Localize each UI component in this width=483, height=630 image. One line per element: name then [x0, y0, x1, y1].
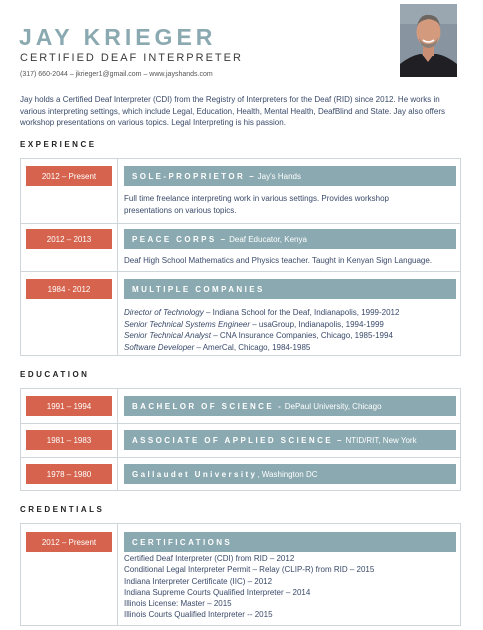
credential-line: Indiana Interpreter Certificate (IIC) – 2012 — [124, 576, 273, 586]
title-bar — [124, 532, 456, 552]
education-item — [21, 423, 460, 457]
profile-photo — [400, 4, 457, 77]
job-detail: Deaf Educator, Kenya — [229, 234, 307, 244]
title-bar — [124, 279, 456, 299]
role-line — [124, 307, 456, 319]
credential-line: Certified Deaf Interpreter (CDI) from RID – 2012 — [124, 554, 295, 563]
role-line — [124, 330, 456, 342]
job-title: PEACE CORPS — [132, 234, 217, 244]
resume-name: JAY KRIEGER — [19, 24, 217, 50]
experience-panel — [20, 158, 461, 356]
job-description — [124, 307, 456, 353]
contact-line: (317) 660-2044 – jkrieger1@gmail.com – www.jayshands.com — [20, 71, 213, 78]
role-line — [124, 319, 456, 331]
description-line: Full time freelance interpreting work in various settings. Provides workshop — [124, 194, 390, 203]
role-title: Director of Technology — [124, 308, 204, 317]
degree-title: BACHELOR OF SCIENCE — [132, 401, 275, 411]
resume-subtitle: CERTIFIED DEAF INTERPRETER — [20, 52, 243, 64]
date-badge: 1981 – 1983 — [26, 430, 112, 450]
title-bar — [124, 430, 456, 450]
credential-line: Indiana Supreme Courts Qualified Interpreter – 2014 — [124, 587, 311, 597]
education-panel — [20, 388, 461, 491]
education-heading: EDUCATION — [20, 370, 90, 379]
education-item — [21, 389, 460, 423]
role-org: – AmerCal, Chicago, 1984-1985 — [194, 342, 311, 352]
school-detail: NTID/RIT, New York — [345, 435, 417, 445]
date-badge: 2012 – 2013 — [26, 229, 112, 249]
role-line — [124, 342, 456, 354]
degree-title: ASSOCIATE OF APPLIED SCIENCE — [132, 435, 333, 445]
title-separator: - — [278, 401, 281, 411]
date-badge: 1978 – 1980 — [26, 464, 112, 484]
credential-line: Conditional Legal Interpreter Permit – Relay (CLIP-R) from RID – 2015 — [124, 565, 375, 575]
experience-item — [21, 159, 460, 223]
credentials-panel — [20, 523, 461, 626]
credential-line: Illinois Courts Qualified Interpreter -- 2015 — [124, 610, 273, 620]
date-badge: 1991 – 1994 — [26, 396, 112, 416]
role-org: – Indiana School for the Deaf, Indianapolis, 1999-2012 — [203, 308, 400, 317]
job-title: MULTIPLE COMPANIES — [132, 284, 265, 294]
title-bar — [124, 229, 456, 249]
date-badge: 2012 – Present — [26, 166, 112, 186]
role-title: Senior Technical Systems Engineer — [124, 319, 250, 329]
role-org: – CNA Insurance Companies, Chicago, 1985-1994 — [211, 331, 393, 340]
school-detail: DePaul University, Chicago — [284, 401, 382, 411]
description-line: Deaf High School Mathematics and Physics teacher. Taught in Kenyan Sign Language. — [124, 256, 433, 265]
title-bar — [124, 396, 456, 416]
role-org: – usaGroup, Indianapolis, 1994-1999 — [250, 319, 384, 329]
job-description — [124, 193, 456, 216]
date-badge: 1984 - 2012 — [26, 279, 112, 299]
credential-title: CERTIFICATIONS — [132, 537, 233, 547]
credentials-item — [21, 524, 460, 627]
title-separator: – — [220, 234, 226, 244]
experience-item — [21, 223, 460, 271]
job-detail: Jay's Hands — [257, 171, 301, 181]
title-bar — [124, 464, 456, 484]
credential-line: Illinois License: Master – 2015 — [124, 599, 232, 609]
role-title: Senior Technical Analyst — [124, 331, 212, 340]
school-detail: , Washington DC — [257, 469, 318, 479]
school-title: Gallaudet University — [132, 469, 258, 479]
experience-item — [21, 271, 460, 357]
title-separator: – — [337, 435, 342, 445]
title-separator: – — [249, 171, 254, 181]
job-description — [124, 255, 456, 267]
education-item — [21, 457, 460, 492]
intro-paragraph: Jay holds a Certified Deaf Interpreter (CDI) from the Registry of Interpreters for the Deaf (RID) since 2012. He works in various interpreting settings, which include Legal, Education, Health, Mental Health, DeafBlind and State. Jay also offers workshop presentations on various topics. Legal Interpreting is his passion. — [20, 95, 445, 127]
experience-heading: EXPERIENCE — [20, 140, 97, 149]
date-badge: 2012 – Present — [26, 532, 112, 552]
credential-list — [124, 553, 456, 621]
credentials-heading: CREDENTIALS — [20, 505, 105, 514]
title-bar — [124, 166, 456, 186]
description-line: presentations on various topics. — [124, 205, 237, 215]
role-title: Software Developer — [124, 342, 195, 352]
job-title: SOLE-PROPRIETOR — [132, 171, 246, 181]
